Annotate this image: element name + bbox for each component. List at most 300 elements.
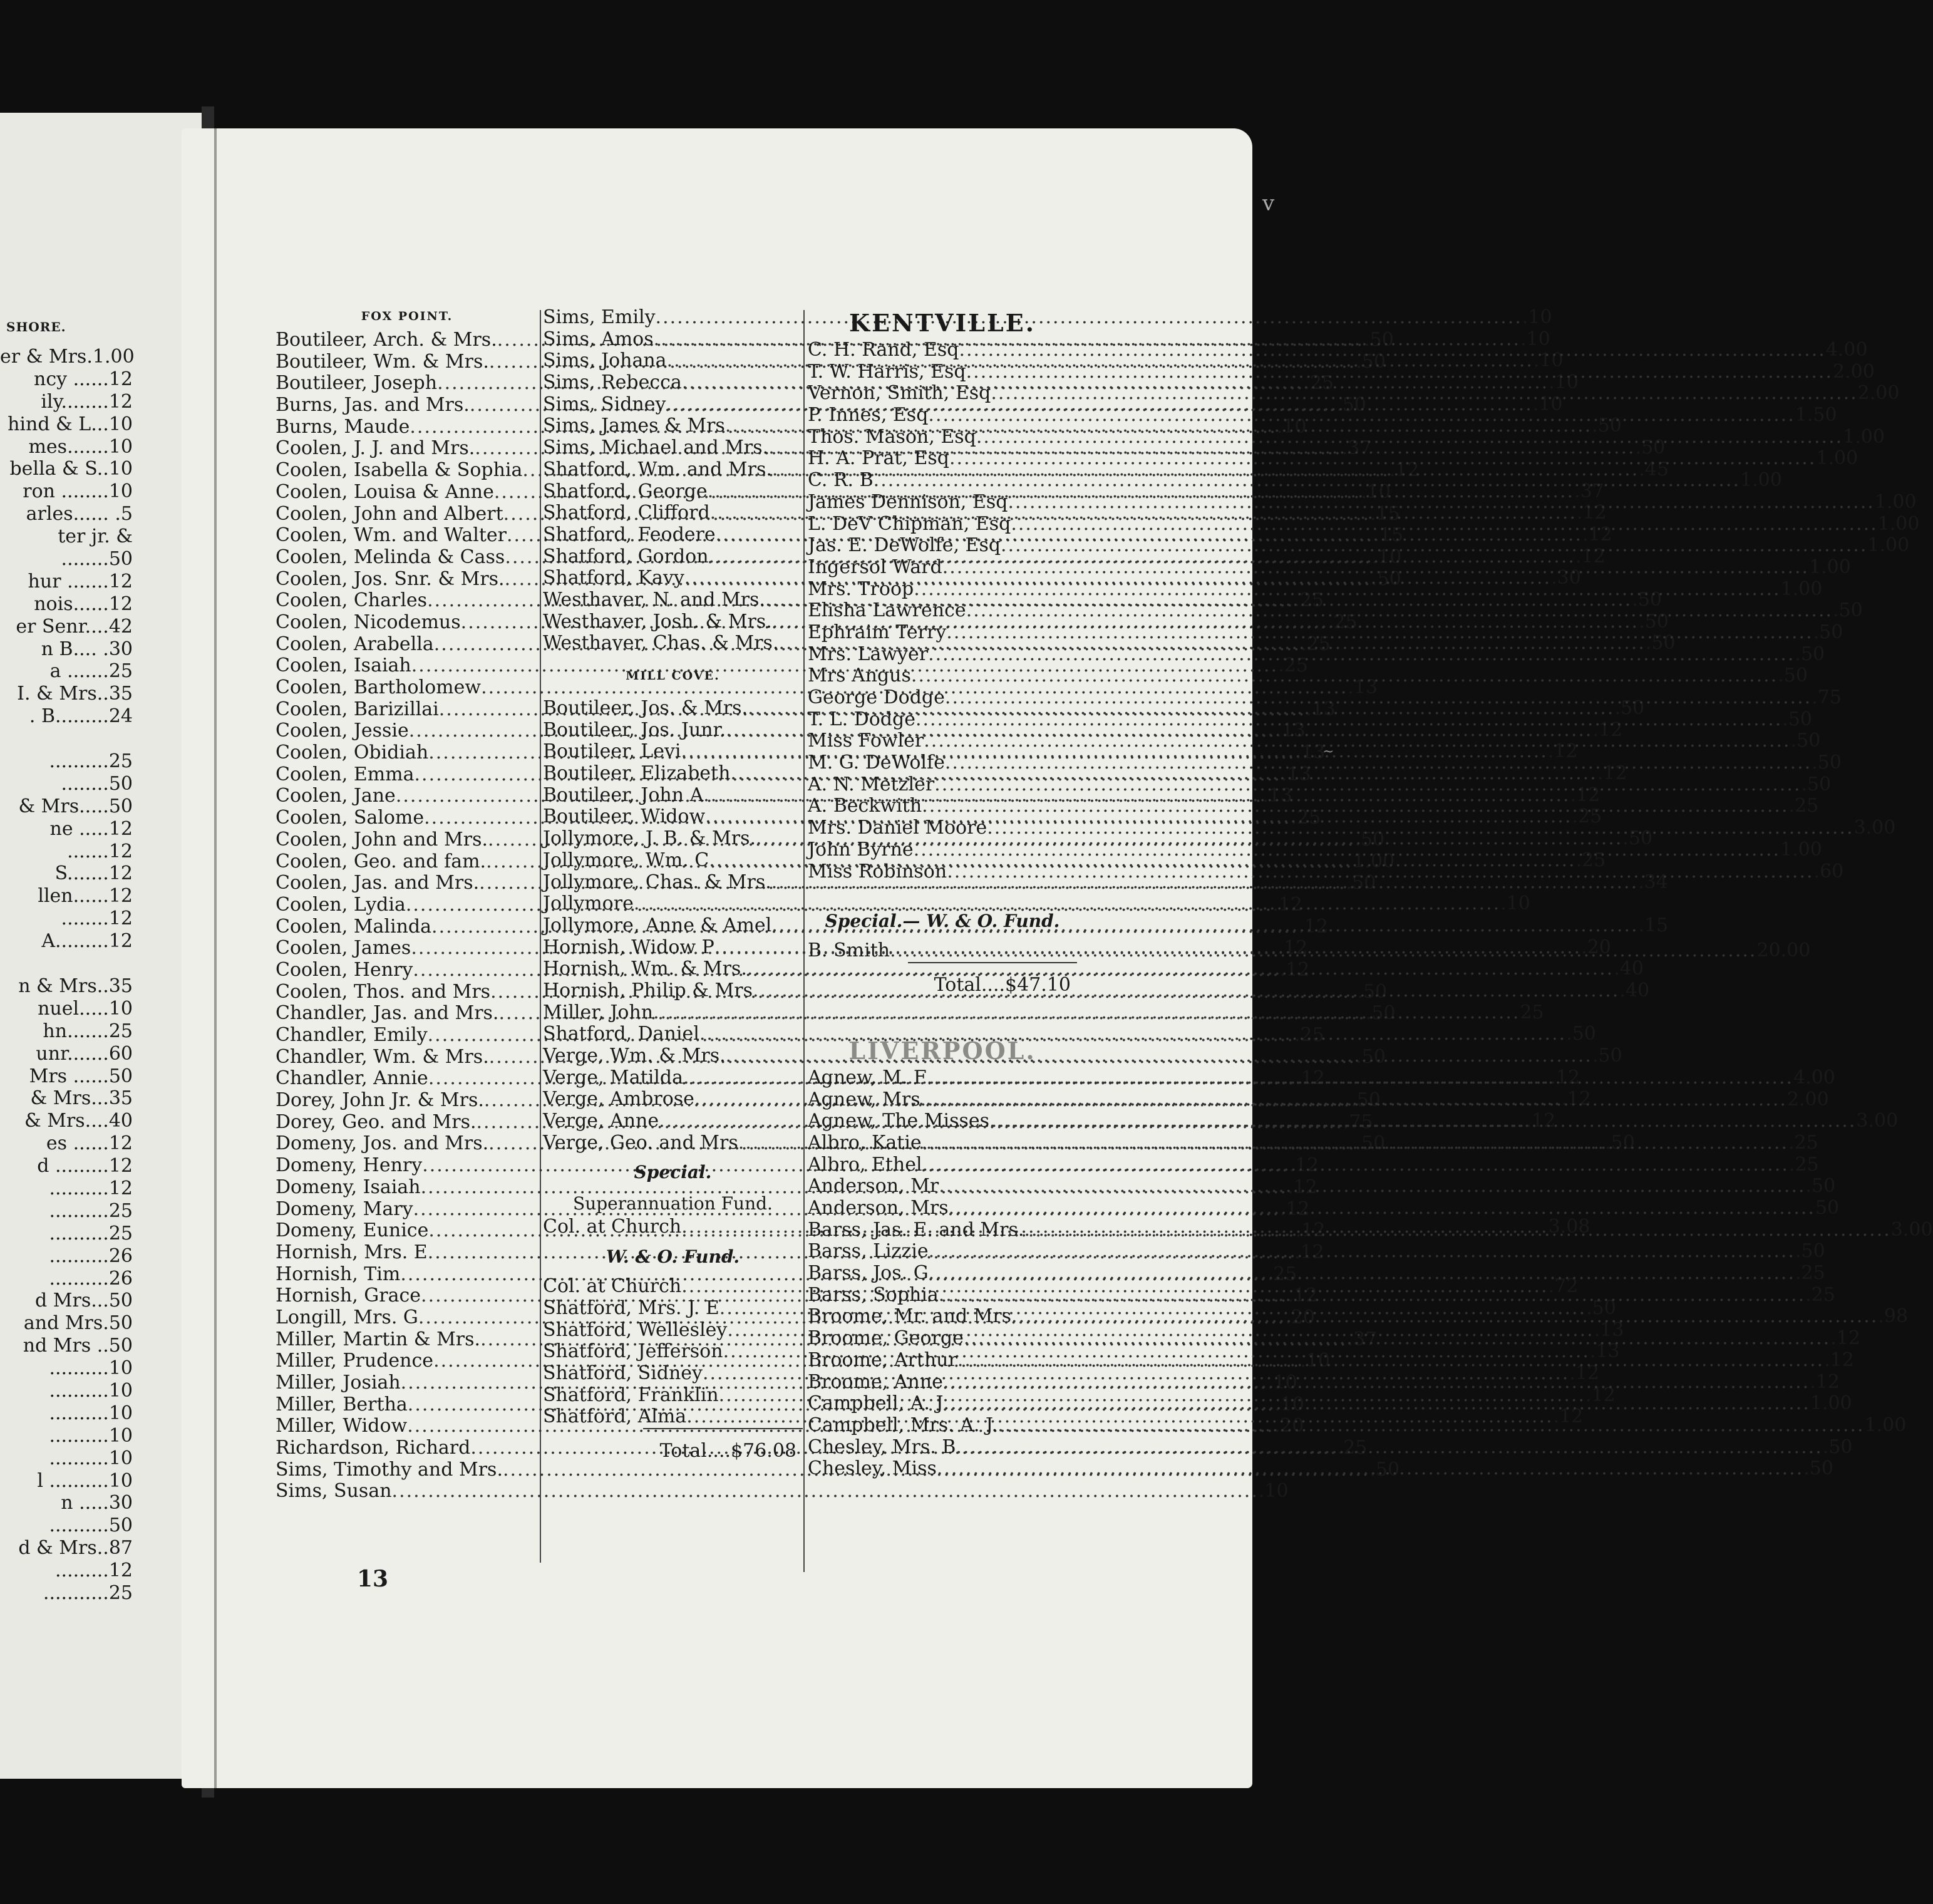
entry-amount: .25 (1805, 1283, 1835, 1306)
entry-name: Coolen, Bartholomew (276, 676, 482, 698)
dot-leader (927, 1067, 1793, 1089)
entry-amount: .98 (1878, 1305, 1909, 1328)
left-page-fragment (0, 113, 202, 1779)
left-page-line (0, 953, 202, 975)
page-number: 13 (357, 1566, 389, 1592)
entry-name: Shatford, Franklin (543, 1384, 719, 1406)
entry-name: Boutileer, John A (543, 784, 704, 806)
dot-leader (947, 861, 1813, 883)
wo-fund-heading: W. & O. Fund. (606, 1246, 740, 1268)
kentville-total: Total....$47.10 (934, 973, 1071, 996)
dot-leader (922, 795, 1788, 817)
left-page-line: ..........25 (49, 1199, 133, 1222)
entry-amount: .25 (1278, 654, 1308, 677)
left-page-line: er Senr....42 (16, 615, 133, 638)
entry-amount: 1.00 (1780, 577, 1823, 600)
left-page-line: hur .......12 (28, 570, 133, 592)
entry-name: Boutileer, Widow (543, 805, 706, 828)
entry-amount: .12 (1547, 740, 1578, 763)
left-page-line: ..........26 (49, 1244, 133, 1267)
entry-amount: .12 (1389, 459, 1420, 482)
entry-amount: .10 (1532, 393, 1563, 415)
entry-amount: .25 (1267, 1263, 1297, 1285)
entry-amount: 3.00 (1856, 1110, 1899, 1132)
left-page-line: hind & L...10 (8, 413, 133, 435)
entry-amount: .12 (1295, 1067, 1325, 1090)
entry-amount: .12 (1287, 1176, 1317, 1198)
left-page-line: ter jr. & (58, 525, 133, 548)
entry-amount: .12 (1294, 1241, 1324, 1263)
entry-name: Boutileer, Elizabeth (543, 762, 731, 785)
entry-amount: 2.00 (1786, 1088, 1829, 1110)
dot-leader (920, 1089, 1787, 1111)
entry-name: Barss, Sophia (808, 1283, 939, 1306)
entry-amount: .10 (1276, 415, 1307, 438)
entry-amount: 1.50 (1795, 404, 1837, 427)
entry-amount: .12 (1582, 523, 1612, 546)
entry-amount: .12 (1830, 1327, 1860, 1350)
entry-name: John Byrne (808, 838, 914, 861)
entry-name: Coolen, J. J. and Mrs. (276, 437, 475, 460)
entry-amount: .10 (1300, 1350, 1331, 1372)
entry-name: Broome, George (808, 1327, 964, 1350)
left-page-line: n .....30 (61, 1492, 133, 1514)
dot-leader (956, 1437, 1822, 1459)
entry-amount: .13 (1262, 785, 1292, 807)
entry-amount: .50 (1795, 643, 1825, 665)
dot-leader (946, 622, 1813, 644)
left-page-line: n & Mrs..35 (18, 975, 133, 997)
entry-amount: .12 (1570, 784, 1601, 806)
left-page-line: d .........12 (37, 1155, 133, 1177)
left-page-line: & Mrs.....50 (18, 795, 133, 817)
entry-name: Shatford, Alma (543, 1405, 687, 1428)
entry-name: Hornish, Philip & Mrs (543, 979, 753, 1001)
entry-name: Coolen, Emma (276, 763, 415, 785)
entry-name: Sims, Susan (276, 1480, 392, 1503)
dot-leader (966, 600, 1833, 622)
entry-amount: .25 (1301, 633, 1331, 655)
entry-name: James Dennison, Esq (808, 490, 1008, 513)
entry-name: Domeny, Mary (276, 1198, 413, 1220)
entry-amount: .50 (1778, 665, 1808, 687)
entry-name: Miss Fowler (808, 730, 924, 752)
entry-name: Coolen, Arabella (276, 633, 434, 655)
entry-name: Barss, Lizzie (808, 1240, 929, 1263)
dot-leader (1011, 514, 1877, 536)
entry-name: Dorey, Geo. and Mrs. (276, 1110, 477, 1133)
entry-name: L. DeV Chipman, Esq (808, 512, 1011, 535)
left-page-lines (0, 346, 202, 1605)
entry-name: Col. at Church (543, 1216, 682, 1238)
entry-amount: .10 (1549, 371, 1579, 394)
entry-name: Coolen, Charles (276, 589, 428, 612)
entry-name: Longill, Mrs. G (276, 1306, 418, 1328)
entry-amount: .75 (1812, 686, 1842, 708)
entry-name: Sims, Sidney (543, 393, 666, 415)
entry-amount: .50 (1833, 599, 1863, 622)
entry-amount: .12 (1597, 762, 1627, 785)
entry-row (808, 1262, 1825, 1285)
entry-amount: 3.00 (1853, 817, 1896, 839)
entry-name: Shatford, Feodere (543, 523, 716, 546)
entry-amount: .25 (1304, 372, 1334, 395)
dot-leader (964, 1328, 1830, 1350)
section-heading-liverpool: LIVERPOOL. (848, 1036, 1036, 1065)
left-page-line: ron ........10 (23, 480, 133, 503)
entry-amount: 1.00 (1740, 469, 1782, 492)
entry-name: George Dodge (808, 686, 945, 708)
entry-name: Shatford, Kavy (543, 567, 684, 589)
dot-leader (656, 307, 1522, 329)
entry-amount: 4.00 (1825, 339, 1868, 361)
entry-name: Sims, Emily (543, 306, 656, 328)
entry-amount: .12 (1279, 958, 1310, 981)
dot-leader (934, 774, 1801, 796)
entry-name: Coolen, Malinda (276, 915, 432, 938)
entry-name: Chandler, Wm. & Mrs. (276, 1045, 489, 1068)
entry-amount: .50 (1622, 827, 1653, 850)
entry-name: Coolen, Wm. and Walter (276, 524, 507, 547)
entry-amount: 20.00 (1756, 939, 1811, 962)
left-page-line: d Mrs...50 (35, 1290, 133, 1312)
entry-amount: .12 (1585, 1384, 1616, 1406)
entry-name: Albro, Katie (808, 1131, 922, 1154)
entry-amount: .25 (1327, 611, 1358, 633)
entry-name: Coolen, Henry (276, 958, 413, 981)
entry-name: Shatford, Mrs. J. E (543, 1296, 719, 1319)
entry-name: T. W. Harris, Esq (808, 360, 966, 383)
entry-amount: 2.00 (1832, 360, 1875, 383)
entry-name: Chandler, Annie (276, 1067, 428, 1090)
entry-name: Mrs Angus (808, 665, 911, 687)
entry-name: Jollymore, Anne & Amel (543, 914, 772, 936)
entry-name: Sims, James & Mrs (543, 415, 725, 437)
left-page-line: ...........25 (43, 1581, 133, 1604)
kentville-special-heading: Special.— W. & O. Fund. (825, 911, 1060, 932)
entry-name: B. Smith (808, 939, 890, 962)
left-page-line: ..........25 (49, 1222, 133, 1244)
dot-leader (1024, 1219, 1890, 1241)
entry-row (808, 1457, 1833, 1480)
entry-name: Sims, Rebecca (543, 371, 682, 394)
left-page-line: ..........10 (49, 1402, 133, 1424)
dot-leader (945, 687, 1812, 709)
left-page-line: ..........10 (49, 1379, 133, 1402)
entry-amount: .25 (1575, 849, 1606, 871)
left-page-line: es ......12 (46, 1132, 133, 1155)
dot-leader (939, 1285, 1805, 1306)
dot-leader (392, 1481, 1259, 1503)
entry-amount: .50 (1356, 1045, 1386, 1068)
entry-name: Chandler, Emily (276, 1024, 428, 1046)
entry-name: Miller, Widow (276, 1415, 408, 1437)
left-page-line: ..........10 (49, 1357, 133, 1380)
entry-amount: .72 (1548, 1275, 1579, 1298)
left-page-line: bella & S..10 (9, 458, 133, 480)
entry-name: M. G. DeWolfe (808, 752, 945, 774)
entry-name: A. N. Metzler (808, 773, 935, 795)
left-page-line: mes.......10 (28, 435, 133, 458)
entry-name: Campbell, Mrs. A. J. (808, 1414, 998, 1436)
left-page-line: nuel.....10 (38, 997, 133, 1020)
corner-mark: v (1262, 191, 1275, 216)
entry-name: Sims, Amos (543, 328, 654, 350)
entry-name: Ingersol Ward (808, 556, 942, 578)
entry-amount: .25 (1291, 807, 1321, 829)
dot-leader (942, 557, 1809, 579)
dot-leader (874, 470, 1740, 492)
entry-name: Miss Robinson (808, 860, 947, 882)
entry-amount: .25 (1788, 1131, 1818, 1154)
entry-name: Sims, Johana (543, 349, 667, 372)
dot-leader (943, 1393, 1810, 1415)
entry-name: Coolen, Thos. and Mrs (276, 980, 491, 1003)
entry-amount: .12 (1577, 502, 1607, 524)
entry-amount: .12 (1277, 937, 1308, 960)
dot-leader (915, 709, 1782, 731)
entry-name: Campbell, A. J (808, 1392, 944, 1415)
entry-amount: .37 (1347, 1328, 1378, 1350)
entry-amount: 1.00 (1867, 534, 1910, 557)
entry-name: Boutileer, Arch. & Mrs. (276, 329, 497, 351)
entry-amount: .13 (1281, 763, 1311, 785)
entry-name: Miller, John (543, 1001, 654, 1023)
entry-amount: .10 (1258, 1480, 1289, 1503)
entry-name: Thos. Mason, Esq (808, 425, 976, 448)
entry-name: Agnew, M. F (808, 1066, 927, 1089)
entry-name: Westhaver, N. and Mrs. (543, 588, 765, 611)
entry-name: Burns, Maude (276, 415, 410, 438)
entry-name: Hornish, Tim (276, 1263, 401, 1285)
entry-name: Anderson, Mrs (808, 1197, 949, 1219)
entry-name: Agnew, Mrs (808, 1088, 920, 1110)
entry-amount: 50 (1815, 1197, 1840, 1219)
entry-name: Broome, Anne (808, 1370, 943, 1393)
left-page-line: ncy ......12 (34, 368, 133, 390)
left-page-line: hn.......25 (43, 1020, 133, 1042)
entry-amount: .50 (1336, 394, 1366, 416)
left-page-line: ne .....12 (49, 817, 133, 840)
entry-amount: .20 (1581, 936, 1611, 958)
dot-leader (1008, 492, 1874, 514)
entry-amount: .13 (1348, 676, 1378, 698)
entry-amount: .12 (1287, 1285, 1318, 1307)
entry-amount: .10 (1274, 1393, 1304, 1415)
left-page-line: ........12 (61, 908, 133, 930)
entry-name: Shatford, Wm. and Mrs. (543, 458, 772, 480)
entry-amount: .10 (1361, 480, 1391, 503)
entry-name: Ephraim Terry (808, 621, 947, 643)
entry-name: Boutileer, Wm. & Mrs. (276, 350, 489, 373)
entry-amount: .50 (1813, 621, 1843, 643)
entry-amount: .25 (1337, 1437, 1368, 1459)
entry-name: Hornish, Mrs. E (276, 1241, 428, 1263)
entry-name: Jollymore (543, 892, 634, 915)
entry-amount: .50 (1592, 415, 1622, 437)
entry-name: Mrs. Daniel Moore (808, 817, 987, 839)
entry-name: C. H. Rand, Esq (808, 339, 959, 361)
entry-amount: .13 (1306, 698, 1336, 720)
entry-name: Shatford, Wellesley (543, 1318, 728, 1341)
entry-amount: .50 (1795, 1240, 1825, 1263)
entry-name: Mrs. Troop (808, 577, 914, 600)
entry-name: Vernon, Smith, Esq (808, 382, 991, 405)
entry-amount: 1.00 (1810, 1392, 1852, 1415)
entry-name: Boutileer, Jos. Junr. (543, 718, 726, 741)
dot-leader (914, 579, 1780, 601)
entry-name: Mrs. Lawyer (808, 643, 929, 665)
entry-name: Boutileer, Levi (543, 740, 681, 763)
entry-amount: .12 (1272, 893, 1302, 916)
entry-amount: .12 (1569, 1362, 1600, 1384)
entry-name: Barss, Jas. E. and Mrs. (808, 1218, 1024, 1241)
entry-name: Sims, Timothy and Mrs. (276, 1458, 503, 1481)
entry-name: Boutileer, Jos. & Mrs. (543, 697, 748, 719)
entry-amount: .50 (1822, 1436, 1853, 1458)
section-heading-fox-point: FOX POINT. (361, 309, 453, 323)
entry-amount: .75 (1343, 1110, 1373, 1133)
entry-name: Verge, Geo. and Mrs (543, 1131, 738, 1154)
left-page-header: SHORE. (6, 319, 66, 334)
entry-amount: .12 (1592, 718, 1623, 741)
entry-amount: .50 (1639, 610, 1669, 633)
entry-amount: .10 (1371, 546, 1402, 568)
entry-name: Richardson, Richard (276, 1437, 471, 1459)
entry-amount: .25 (1795, 1262, 1825, 1285)
left-page-line: n B.... .30 (41, 638, 133, 660)
left-page-line: er & Mrs.1.00 (0, 346, 135, 368)
entry-name: Coolen, Louisa & Anne (276, 480, 494, 503)
entry-amount: .12 (1550, 1066, 1580, 1089)
entry-amount: .10 (1500, 892, 1530, 915)
dot-leader (939, 1176, 1805, 1198)
entry-name: Shatford, Sidney (543, 1362, 703, 1384)
dot-leader (997, 1415, 1864, 1437)
left-page-line: ..........12 (49, 1177, 133, 1199)
left-page-line: & Mrs....40 (24, 1110, 133, 1132)
entry-name: Westhaver, Josh. & Mrs. (543, 610, 772, 633)
entry-name: Chesley, Miss (808, 1457, 937, 1480)
entry-amount: .25 (1294, 589, 1324, 612)
entry-amount: 1.00 (1874, 490, 1917, 513)
entry-name: Verge, Anne (543, 1110, 659, 1132)
entry-amount: 3.00 (1890, 1218, 1933, 1241)
entry-amount: .13 (1295, 742, 1326, 764)
entry-amount: .20 (1274, 1415, 1304, 1437)
entry-amount: .50 (1369, 1458, 1400, 1481)
entry-amount: 1.00 (1864, 1414, 1907, 1436)
entry-row (276, 1480, 1289, 1503)
left-page-line: ........50 (61, 548, 133, 571)
entry-name: Hornish, Grace (276, 1285, 421, 1307)
left-page-line: . B.........24 (29, 705, 133, 728)
entry-amount: .50 (1354, 828, 1385, 851)
section-heading-mill-cove: MILL COVE. (626, 669, 720, 683)
entry-amount: .10 (1522, 306, 1552, 328)
special-heading: Special. (634, 1162, 712, 1183)
entry-amount: .50 (1605, 1131, 1635, 1154)
page-edge (214, 128, 217, 1788)
entry-amount: 4.00 (1793, 1066, 1835, 1089)
entry-name: Coolen, Jessie (276, 720, 409, 742)
entry-amount: .12 (1824, 1348, 1854, 1371)
entry-amount: .37 (1574, 480, 1604, 502)
entry-name: Miller, Josiah (276, 1372, 401, 1394)
left-page-line: ..........50 (49, 1514, 133, 1537)
left-page-line: I. & Mrs..35 (17, 683, 133, 705)
left-page-line: .......12 (67, 840, 133, 862)
entry-name: Coolen, Nicodemus (276, 611, 461, 633)
section-heading-kentville: KENTVILLE. (849, 309, 1036, 337)
entry-name: Barss, Jos. G (808, 1262, 929, 1285)
entry-name: Shatford, Daniel (543, 1023, 699, 1045)
entry-amount: .10 (1520, 328, 1550, 350)
entry-amount: .15 (1373, 524, 1404, 547)
entry-amount: .50 (1355, 1132, 1386, 1155)
entry-amount: .50 (1592, 1045, 1622, 1067)
entry-amount: .50 (1566, 1023, 1596, 1045)
entry-name: Coolen, John and Mrs. (276, 828, 488, 851)
entry-amount: .50 (1645, 632, 1676, 654)
left-page-line: Mrs ......50 (29, 1065, 133, 1087)
entry-amount: .50 (1357, 980, 1388, 1003)
left-page-line: ..........10 (49, 1424, 133, 1447)
dot-leader (1001, 535, 1867, 557)
entry-amount: .25 (1294, 1024, 1324, 1046)
dot-leader (957, 1350, 1824, 1372)
dot-leader (945, 752, 1812, 774)
left-page-line: nd Mrs ..50 (23, 1335, 133, 1357)
entry-name: Miller, Prudence (276, 1350, 434, 1372)
left-page-line: a .......25 (49, 660, 133, 683)
entry-amount: .25 (1572, 805, 1602, 828)
entry-amount: .15 (1370, 502, 1400, 525)
dot-leader (922, 1154, 1789, 1176)
entry-amount: .50 (1614, 697, 1645, 719)
dot-leader (929, 1263, 1795, 1285)
entry-amount: .15 (1638, 914, 1669, 936)
entry-amount: 3.08 (1548, 1216, 1590, 1238)
entry-name: Chandler, Jas. and Mrs. (276, 1002, 499, 1025)
dot-leader (928, 405, 1795, 427)
entry-amount: .50 (1346, 872, 1376, 894)
entry-amount: 1.00 (1843, 425, 1885, 448)
entry-amount: .40 (1619, 979, 1650, 1001)
dot-leader (922, 1132, 1788, 1154)
entry-amount: .12 (1279, 1198, 1310, 1220)
entry-name: Shatford, Clifford (543, 502, 710, 524)
entry-name: P. Innes, Esq (808, 404, 929, 427)
entry-name: Coolen, Salome (276, 807, 425, 829)
dot-leader (959, 339, 1825, 361)
entry-name: Burns, Jas. and Mrs. (276, 394, 470, 416)
entry-name: Coolen, Lydia (276, 893, 406, 916)
entry-name: Coolen, Isaiah (276, 654, 411, 677)
left-page-line: .........12 (55, 1560, 133, 1582)
entry-amount: .12 (1561, 1088, 1591, 1110)
entry-amount: .45 (1639, 458, 1669, 480)
entry-amount: .30 (1551, 567, 1581, 589)
entry-name: Coolen, Melinda & Cass (276, 546, 505, 568)
dot-leader (949, 1198, 1815, 1219)
entry-amount: .50 (1805, 1175, 1836, 1198)
entry-name: Domeny, Isaiah (276, 1176, 421, 1198)
entry-name: Agnew, The Misses (808, 1110, 990, 1132)
entry-amount: .20 (1285, 1306, 1315, 1328)
entry-name: Hornish, Widow P (543, 936, 714, 958)
left-page-line: A.........12 (41, 930, 133, 953)
